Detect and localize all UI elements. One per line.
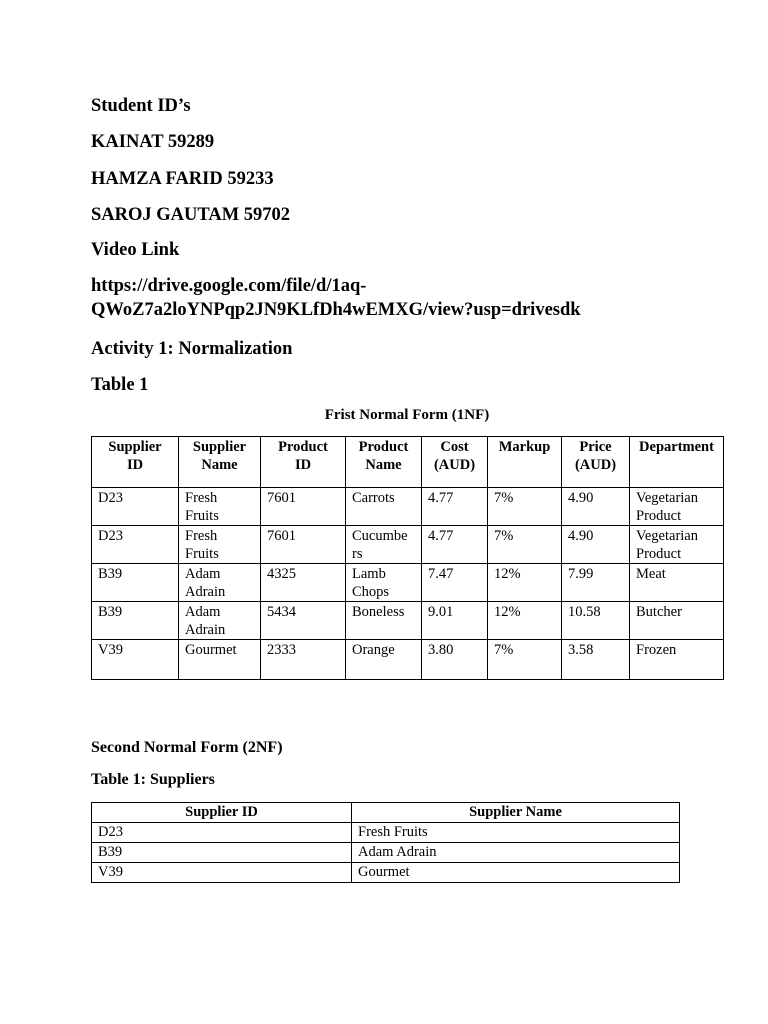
nf1-cell [488,488,562,526]
nf1-cell [562,488,630,526]
student-name-saroj: SAROJ GAUTAM 59702 [91,205,291,225]
nf1-cell [261,602,346,640]
nf1-cell-line: 7% [494,528,514,544]
nf1-cell [346,602,422,640]
nf1-cell [488,526,562,564]
nf1-header-line: (AUD) [433,457,476,473]
nf1-cell [630,564,724,602]
nf1-cell [562,602,630,640]
nf1-header-cell [422,437,488,488]
nf1-cell [179,602,261,640]
nf1-header-cell [261,437,346,488]
nf1-header-line: Product [278,439,328,455]
nf1-cell-line: Vegetarian [636,490,698,506]
nf1-cell [92,526,179,564]
nf1-cell-line: 2333 [267,642,296,658]
nf1-cell-line: D23 [98,490,123,506]
nf1-cell-line: Boneless [352,604,405,620]
nf1-cell-line: 3.80 [428,642,454,658]
nf1-cell [488,602,562,640]
nf1-cell-line: Adam [185,604,221,620]
nf1-header-line: Name [365,457,402,473]
nf1-header-line: (AUD) [574,457,617,473]
nf1-header-cell [562,437,630,488]
nf1-cell [261,526,346,564]
nf2-header-cell: Supplier Name [352,803,680,823]
nf1-header-line: Cost [440,439,469,455]
video-link-url-line-1[interactable]: https://drive.google.com/file/d/1aq- [91,276,367,296]
nf2-cell: Fresh Fruits [352,823,680,843]
student-name-hamza: HAMZA FARID 59233 [91,169,274,189]
nf1-cell [630,640,724,680]
nf2-header-cell: Supplier ID [92,803,352,823]
nf2-table-label: Table 1: Suppliers [91,771,215,788]
nf1-header-cell [92,437,179,488]
nf1-cell [562,526,630,564]
nf2-header-row [92,803,680,823]
nf1-header-cell [488,437,562,488]
nf1-cell-line: 7601 [267,490,296,506]
nf1-header-cell [630,437,724,488]
nf1-cell-line: 10.58 [568,604,601,620]
nf1-cell [488,640,562,680]
nf1-header-cell [179,437,261,488]
nf1-cell-line: Adrain [185,584,226,600]
nf1-header-cell [346,437,422,488]
nf1-cell [630,526,724,564]
nf2-suppliers-table [91,802,680,883]
nf2-cell: Gourmet [352,863,680,883]
nf1-cell-line: 12% [494,566,521,582]
nf1-header-line: Supplier [108,439,162,455]
activity-title: Activity 1: Normalization [91,339,293,359]
nf1-cell [488,564,562,602]
nf2-cell: Adam Adrain [352,843,680,863]
nf1-cell [346,564,422,602]
table-row [92,640,724,680]
nf1-header-line: ID [294,457,312,473]
nf1-cell-line: 7.47 [428,566,454,582]
nf1-cell-line: Fruits [185,508,219,524]
nf1-header-line: Markup [498,439,551,455]
video-link-url[interactable] [91,274,581,322]
nf1-header-line: Supplier [192,439,247,455]
nf1-cell [92,488,179,526]
nf1-cell-line: Meat [636,566,666,582]
nf1-cell-line: Fruits [185,546,219,562]
nf1-cell [179,640,261,680]
nf1-cell [92,640,179,680]
nf1-cell-line: 7.99 [568,566,594,582]
nf1-cell-line: Chops [352,584,390,600]
nf1-cell-line: 4.77 [428,528,454,544]
video-link-url-line-2[interactable]: QWoZ7a2loYNPqp2JN9KLfDh4wEMXG/view?usp=drivesdk [91,300,581,320]
nf1-cell-line: B39 [98,604,123,620]
nf1-cell [179,564,261,602]
nf1-cell-line: Carrots [352,490,395,506]
nf1-cell-line: Frozen [636,642,677,658]
nf1-cell-line: 5434 [267,604,296,620]
nf1-cell-line: 12% [494,604,521,620]
nf1-cell-line: 7% [494,642,514,658]
nf1-cell-line: Adam [185,566,221,582]
nf1-cell-line: 4.90 [568,528,594,544]
nf1-cell [92,564,179,602]
nf1-cell-line: rs [352,546,363,562]
nf1-cell [179,488,261,526]
nf1-cell-line: 7601 [267,528,296,544]
table-row [92,823,680,843]
nf1-cell [261,488,346,526]
nf1-cell [562,564,630,602]
table-row [92,843,680,863]
nf1-cell-line: 4.90 [568,490,594,506]
nf1-cell [346,488,422,526]
table-row [92,863,680,883]
student-ids-heading: Student ID’s [91,96,191,116]
nf1-cell-line: Fresh [185,490,218,506]
nf1-cell-line: Adrain [185,622,226,638]
nf1-header-row [92,437,724,488]
nf1-cell-line: Product [636,508,682,524]
nf1-table [91,436,724,680]
nf1-cell [422,564,488,602]
nf2-cell: D23 [92,823,352,843]
nf1-cell-line: 3.58 [568,642,594,658]
nf1-cell [92,602,179,640]
student-name-kainat: KAINAT 59289 [91,132,215,152]
nf2-cell: B39 [92,843,352,863]
nf1-cell [422,640,488,680]
nf1-cell [179,526,261,564]
nf1-caption: Frist Normal Form (1NF) [324,407,490,423]
nf1-cell [630,602,724,640]
table-row [92,526,724,564]
nf1-cell-line: Product [636,546,682,562]
nf1-cell-line: Orange [352,642,395,658]
nf1-cell [261,640,346,680]
nf1-header-line: Name [201,457,238,473]
nf1-header-line: Department [639,439,714,455]
nf1-cell-line: Cucumbe [352,528,408,544]
nf1-cell-line: 9.01 [428,604,454,620]
nf2-cell: V39 [92,863,352,883]
nf1-header-line: Price [579,439,612,455]
nf1-cell-line: Butcher [636,604,682,620]
nf1-cell-line: Vegetarian [636,528,698,544]
nf1-cell [422,488,488,526]
nf1-cell [346,526,422,564]
nf1-cell-line: 4.77 [428,490,454,506]
nf1-cell-line: B39 [98,566,123,582]
nf1-cell-line: Gourmet [185,642,237,658]
nf1-cell [630,488,724,526]
nf1-header-line: Product [358,439,409,455]
nf1-cell [261,564,346,602]
nf1-cell-line: 4325 [267,566,296,582]
table-row [92,602,724,640]
nf1-cell-line: Fresh [185,528,218,544]
nf1-cell [346,640,422,680]
nf1-cell [422,602,488,640]
nf1-cell [422,526,488,564]
nf1-header-line: ID [126,457,144,473]
nf1-cell [562,640,630,680]
table-row [92,564,724,602]
table-row [92,488,724,526]
video-link-heading: Video Link [91,240,180,260]
table-1-label: Table 1 [91,375,149,395]
nf1-cell-line: D23 [98,528,123,544]
nf1-cell-line: Lamb [352,566,386,582]
nf1-cell-line: V39 [98,642,123,658]
nf2-title: Second Normal Form (2NF) [91,739,283,756]
nf1-cell-line: 7% [494,490,514,506]
